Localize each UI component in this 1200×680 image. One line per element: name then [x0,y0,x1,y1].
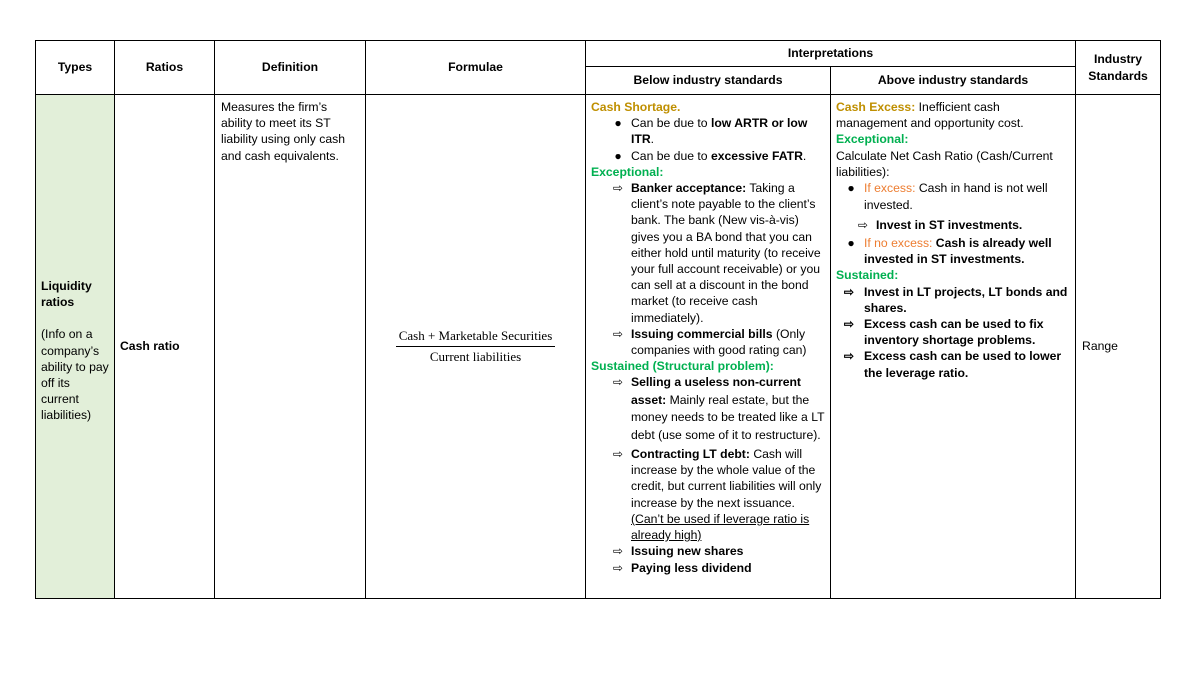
above-standards-cell [831,95,1076,599]
arrow-right-icon: ⇨ [612,544,624,559]
arrow-right-icon: ⇨ [843,317,855,332]
list-item: ● Can be due to excessive FATR. [591,148,826,164]
arrow-right-icon: ⇨ [612,560,624,575]
list-item: ⇨ Excess cash can be used to lower the leverage ratio. [843,349,1062,380]
header-types: Types [36,41,115,95]
bullet-icon: ● [847,236,855,251]
list-item: ● If no excess: Cash is already well invested in ST investments. [836,235,1071,267]
exceptional-heading: Exceptional: [836,132,909,147]
net-cash-ratio-text: Calculate Net Cash Ratio (Cash/Current liabilities): [836,148,1053,179]
list-item: ⇨ Invest in LT projects, LT bonds and shares. [843,284,1068,315]
type-title: Liquidity ratios [41,279,92,310]
cash-excess-line: Cash Excess: Inefficient cash management and opportunity cost. [836,100,1024,131]
arrow-right-icon: ⇨ [612,375,624,390]
sustained-heading: Sustained: [836,268,899,283]
header-ratios: Ratios [115,41,215,95]
exceptional-heading: Exceptional: [591,164,664,179]
list-item: ● If excess: Cash in hand is not well invested. [836,180,1071,215]
formula-numerator: Cash + Marketable Securities [396,328,556,347]
below-standards-cell [586,95,831,599]
types-cell [36,95,115,599]
ratio-name: Cash ratio [115,95,215,599]
ratio-table [35,40,1161,599]
header-definition: Definition [215,41,366,95]
definition-text: Measures the firm’s ability to meet its ST liability using only cash and cash equivalents. [215,95,366,599]
arrow-right-icon: ⇨ [612,326,624,341]
list-item: ⇨ Issuing commercial bills (Only companies with good rating can) [612,326,807,358]
header-formulae: Formulae [366,41,586,95]
type-note: (Info on a company’s ability to pay off its current liabilities) [41,327,109,423]
formula-denominator: Current liabilities [429,349,522,364]
list-item: ⇨ Excess cash can be used to fix inventory shortage problems. [843,317,1044,348]
list-item: ⇨ Paying less dividend [612,560,752,575]
bullet-icon: ● [847,181,855,196]
arrow-right-icon: ⇨ [843,284,855,299]
header-below-industry: Below industry standards [586,67,831,95]
arrow-right-icon: ⇨ [612,181,624,196]
formula-fraction [396,328,556,365]
list-item: ⇨ Issuing new shares [612,544,744,559]
bullet-icon: ● [614,148,622,163]
formula-cell [366,95,586,599]
bullet-icon: ● [614,116,622,131]
industry-standard-value: Range [1076,95,1161,599]
arrow-right-icon: ⇨ [857,217,869,232]
header-above-industry: Above industry standards [831,67,1076,95]
sustained-heading: Sustained (Structural problem): [591,359,774,374]
header-interpretations: Interpretations [586,41,1076,67]
list-item: ⇨ Selling a useless non-current asset: Mainly real estate, but the money needs to be treated like a LT debt (use some of it to restructure). [612,375,825,442]
list-item: ● Can be due to low ARTR or low ITR. [591,115,826,147]
arrow-right-icon: ⇨ [843,349,855,364]
list-item: ⇨ Banker acceptance: Taking a client’s note payable to the client’s bank. The bank (New vis-à-vis) gives you a BA bond that you can either hold until maturity (to receive your full account receivable) or you can sell at a discount in the bond market (to receive cash immediately). [612,181,821,325]
arrow-right-icon: ⇨ [612,447,624,462]
cash-shortage-heading: Cash Shortage. [591,100,681,114]
list-item: ⇨ Invest in ST investments. [857,217,1023,232]
list-item: ⇨ Contracting LT debt: Cash will increase by the whole value of the credit, but current liabilities will only increase by the next issuance. (Can’t be used if leverage ratio is already high) [612,447,822,543]
header-industry-standards: Industry Standards [1076,41,1161,95]
